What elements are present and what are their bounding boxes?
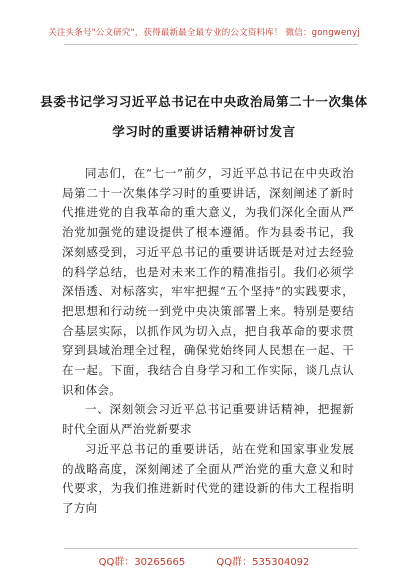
body-paragraph-2: 习近平总书记的重要讲话，站在党和国家事业发展的战略高度，深刻阐述了全面从严治党的重大意义和时代要求，为我们推进新时代党的建设新的伟大工程指明了方向 [62,441,354,515]
document-title-line-2: 学习时的重要讲话精神研讨发言 [112,124,296,139]
document-title-line-1: 县委书记学习习近平总书记在中央政治局第二十一次集体 [40,94,368,109]
section-heading-1: 一、深刻领会习近平总书记重要讲话精神，把握新时代全面从严治党新要求 [62,402,354,437]
footer [0,553,408,568]
document-body [62,164,354,519]
footer-divider [64,548,358,549]
body-paragraph-intro: 同志们，在“七一”前夕，习近平总书记在中央政治局第二十一次集体学习时的重要讲话，深刻阐述了新时代推进党的自我革命的重大意义，为我们深化全面从严治党加强党的建设提供了根本遵循。作为县委书记，我深刻感受到，习近平总书记的重要讲话既是对过去经验的科学总结，也是对未来工作的精准指引。我们必须学深悟透、对标落实，牢牢把握“五个坚持”的实践要求，把思想和行动统一到党中央决策部署上来。特别是要结合基层实际，以抓作风为切入点，把自我革命的要求贯穿到县域治理全过程，确保党始终同人民想在一起、干在一起。下面，我结合自身学习和工作实际，谈几点认识和体会。 [62,166,354,397]
header-divider [64,44,358,45]
footer-qq-group-1: QQ群：30265665 [98,557,186,568]
footer-qq-group-2: QQ群：535304092 [216,557,310,568]
header-watermark: 关注头条号"公文研究"，获得最新最全最专业的公文资料库！ 微信：gongwenyj [48,28,360,38]
